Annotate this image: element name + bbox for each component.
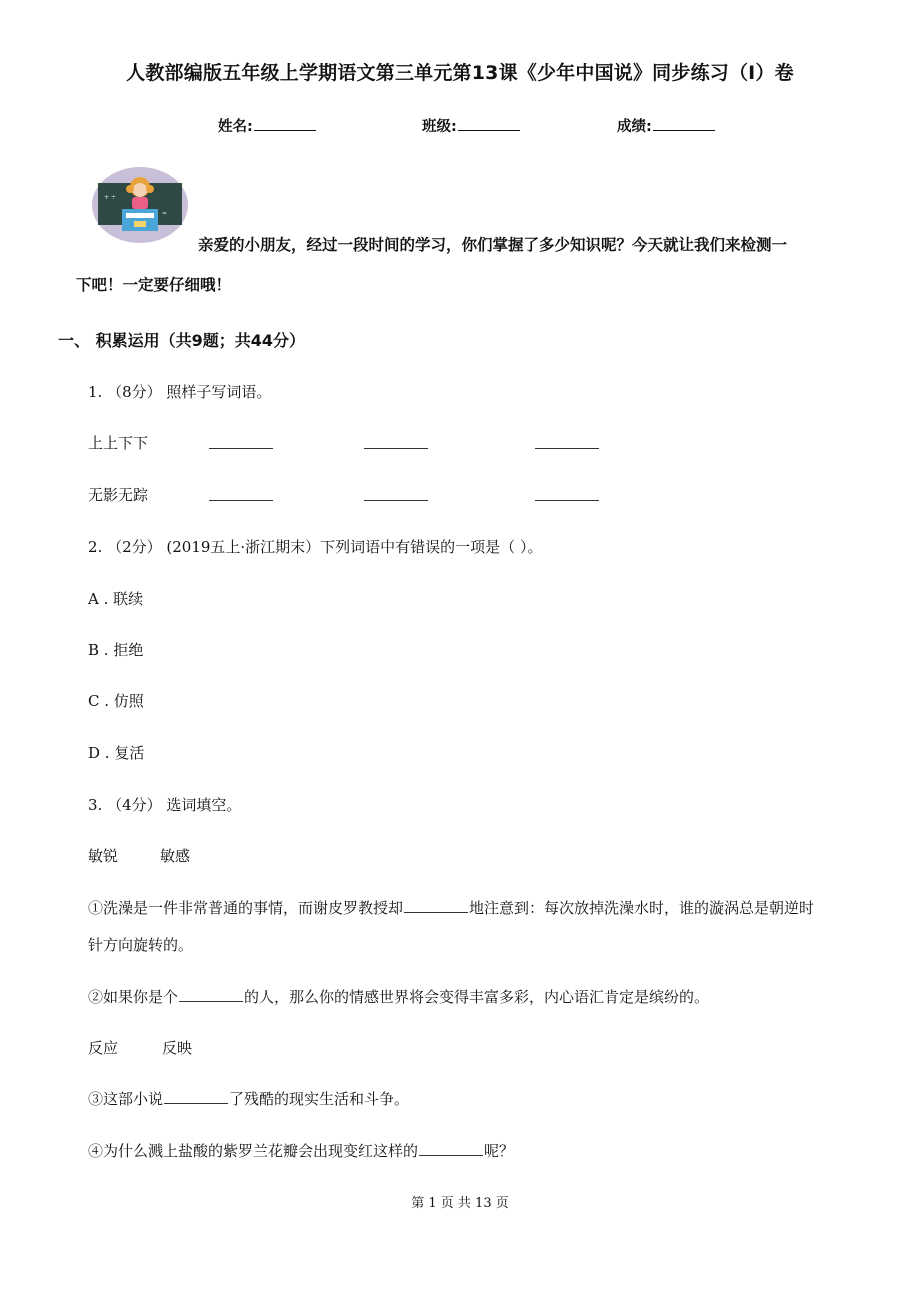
q3-blank-3[interactable]: [164, 1090, 228, 1104]
class-field[interactable]: [422, 115, 520, 136]
q3-sentence-1: [88, 897, 814, 918]
page-title: 人教部编版五年级上学期语文第三单元第13课《少年中国说》同步练习（I）卷: [126, 62, 794, 84]
name-blank[interactable]: [254, 116, 316, 131]
q3-blank-1[interactable]: [404, 899, 468, 913]
q3-sentence-4-part: 呢？: [484, 1142, 515, 1160]
q3-sentence-1-part: 地注意到：每次放掉洗澡水时，谁的漩涡总是朝逆时: [469, 899, 815, 917]
score-blank[interactable]: [653, 116, 715, 131]
q1-answer-blank[interactable]: [535, 448, 599, 449]
q3-sentence-2: [88, 986, 709, 1007]
score-label: 成绩:: [617, 119, 652, 135]
name-label: 姓名:: [218, 119, 253, 135]
q3-sentence-3-part: ③这部小说: [88, 1090, 164, 1108]
q3-sentence-4-part: ④为什么溅上盐酸的紫罗兰花瓣会出现变红这样的: [88, 1142, 419, 1160]
q3-word-choice: 反应: [88, 1039, 119, 1057]
question-2-stem: 2. （2分） (2019五上·浙江期末）下列词语中有错误的一项是（ ）。: [88, 538, 543, 556]
q3-sentence-2-part: 的人，那么你的情感世界将会变得丰富多彩，内心语汇肯定是缤纷的。: [244, 988, 710, 1006]
q1-answer-blank[interactable]: [364, 500, 428, 501]
question-3-stem: 3. （4分） 选词填空。: [88, 796, 242, 814]
q3-blank-4[interactable]: [419, 1142, 483, 1156]
q2-option-d[interactable]: D . 复活: [88, 744, 145, 762]
q3-sentence-3: [88, 1088, 409, 1109]
q3-sentence-1-part: ①洗澡是一件非常普通的事情，而谢皮罗教授却: [88, 899, 404, 917]
q3-word-choice: 敏锐: [88, 847, 119, 865]
q3-sentence-3-part: 了残酷的现实生活和斗争。: [229, 1090, 410, 1108]
student-illustration: [90, 165, 190, 245]
q2-option-b[interactable]: B . 拒绝: [88, 641, 144, 659]
q1-answer-blank[interactable]: [364, 448, 428, 449]
q3-sentence-4: [88, 1140, 514, 1161]
score-field[interactable]: [617, 115, 715, 136]
q2-option-c[interactable]: C . 仿照: [88, 692, 144, 710]
q3-word-choice: 反映: [162, 1039, 193, 1057]
class-label: 班级:: [422, 119, 457, 135]
name-field[interactable]: [218, 115, 316, 136]
section-heading: 一、 积累运用（共9题；共44分）: [58, 331, 305, 350]
class-blank[interactable]: [458, 116, 520, 131]
svg-text:+ ÷: + ÷: [104, 194, 116, 201]
q2-option-a[interactable]: A . 联续: [88, 590, 144, 608]
svg-text:=: =: [162, 210, 168, 217]
page-footer: 第 1 页 共 13 页: [411, 1196, 509, 1211]
intro-line-2: 下吧！一定要仔细哦！: [76, 276, 232, 294]
intro-line-1: 亲爱的小朋友，经过一段时间的学习，你们掌握了多少知识呢？今天就让我们来检测一: [198, 236, 788, 254]
q3-sentence-1-cont: 针方向旋转的。: [88, 936, 194, 954]
q3-word-choice: 敏感: [160, 847, 191, 865]
q1-example-2: 无影无踪: [88, 486, 149, 504]
q1-answer-blank[interactable]: [535, 500, 599, 501]
q3-sentence-2-part: ②如果你是个: [88, 988, 179, 1006]
q1-answer-blank[interactable]: [209, 448, 273, 449]
q1-answer-blank[interactable]: [209, 500, 273, 501]
question-1-stem: 1. （8分） 照样子写词语。: [88, 383, 272, 401]
q1-example-1: 上上下下: [88, 434, 149, 452]
q3-blank-2[interactable]: [179, 988, 243, 1002]
